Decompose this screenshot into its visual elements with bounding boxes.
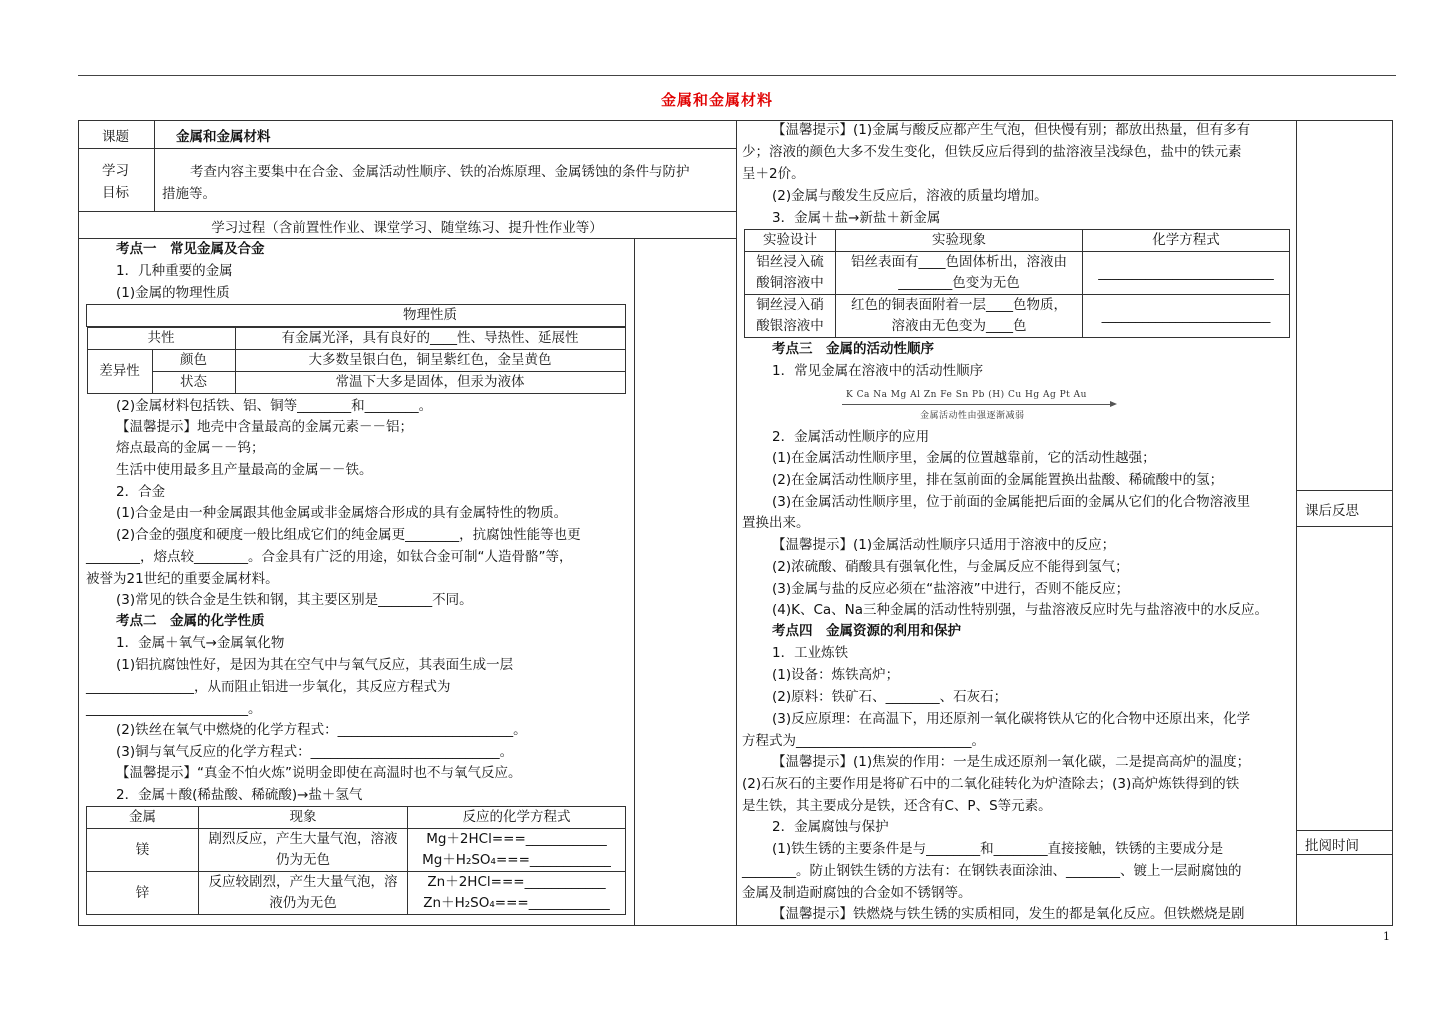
acid-row-phen: 剧烈反应，产生大量气泡，溶液 xyxy=(208,831,398,847)
common-label: 共性 xyxy=(87,328,235,350)
goal-text-1: 考查内容主要集中在合金、金属活动性顺序、铁的冶炼原理、金属锈蚀的条件与防护 xyxy=(190,164,690,180)
left-line-16: (2)铁丝在氧气中燃烧的化学方程式：__________________________。 xyxy=(116,722,527,738)
topic-label: 课题 xyxy=(102,129,129,145)
salt-row-phen: 红色的铜表面附着一层____色物质， xyxy=(851,297,1067,313)
table-row xyxy=(745,252,1290,295)
left-line-17: (3)铜与氧气反应的化学方程式：____________________________。 xyxy=(116,744,514,760)
column-divider-main xyxy=(736,120,737,926)
section-3-title: 考点三 金属的活动性顺序 xyxy=(772,341,934,357)
right-b-line-7: (2)浓硫酸、硝酸具有强氧化性，与金属反应不能得到氢气； xyxy=(772,559,1129,575)
document-title: 金属和金属材料 xyxy=(660,91,773,109)
salt-row-eq: __________________________ xyxy=(1083,252,1290,295)
right-b-line-16: 【温馨提示】(1)焦炭的作用：一是生成还原剂一氧化碳，二是提高高炉的温度； xyxy=(772,754,1251,770)
left-line-8: ________，熔点较________。合金具有广泛的用途，如钛合金可制“人造骨骼”等， xyxy=(86,549,573,565)
topic-value: 金属和金属材料 xyxy=(176,129,271,145)
acid-row-eq: Zn＋2HCl===____________ xyxy=(427,874,606,890)
salt-head-phen: 实验现象 xyxy=(836,230,1083,252)
left-line-1: (2)金属材料包括铁、铝、铜等________和________。 xyxy=(116,398,433,414)
right-b-line-4: (3)在金属活动性顺序里，位于前面的金属能把后面的金属从它们的化合物溶液里 xyxy=(772,494,1251,510)
left-line-6: (1)合金是由一种金属跟其他金属或非金属熔合形成的具有金属特性的物质。 xyxy=(116,505,568,521)
acid-row-phen: 仍为无色 xyxy=(276,852,330,868)
salt-row-design: 铝丝浸入硫 xyxy=(756,254,824,270)
right-b-line-13: (2)原料：铁矿石、________、石灰石； xyxy=(772,689,1008,705)
right-b-line-8: (3)金属与盐的反应必须在“盐溶液”中进行，否则不能反应； xyxy=(772,581,1130,597)
header-rule xyxy=(78,75,1396,76)
header-row-line-1 xyxy=(78,148,736,149)
right-line-1: 【温馨提示】(1)金属与酸反应都产生气泡，但快慢有别；都放出热量，但有多有 xyxy=(772,122,1251,138)
right-b-line-3: (2)在金属活动性顺序里，排在氢前面的金属能置换出盐酸、稀硫酸中的氢； xyxy=(772,472,1224,488)
right-line-3: 呈＋2价。 xyxy=(742,166,805,182)
activity-caption: 金属活动性由强逐渐减弱 xyxy=(920,411,1025,421)
metal-acid-table xyxy=(86,806,626,915)
right-line-4: (2)金属与酸发生反应后，溶液的质量均增加。 xyxy=(772,188,1048,204)
page-number: 1 xyxy=(1383,930,1390,943)
left-line-5: 2．合金 xyxy=(116,484,166,500)
left-line-15: ________________________。 xyxy=(86,701,262,717)
common-value: 有金属光泽，具有良好的____性、导热性、延展性 xyxy=(235,328,625,350)
left-line-13: (1)铝抗腐蚀性好，是因为其在空气中与氧气反应，其表面生成一层 xyxy=(116,657,514,673)
reflection-label: 课后反思 xyxy=(1305,503,1359,519)
color-value: 大多数呈银白色，铜呈紫红色，金呈黄色 xyxy=(235,350,625,372)
acid-row-eq: Mg＋H₂SO₄===____________ xyxy=(422,852,611,868)
salt-row-eq: _________________________ xyxy=(1083,295,1290,338)
salt-row-phen: 铝丝表面有____色固体析出，溶液由 xyxy=(851,254,1067,270)
right-b-line-17: (2)石灰石的主要作用是将矿石中的二氧化硅转化为炉渣除去；(3)高炉炼铁得到的铁 xyxy=(742,776,1240,792)
s3-line-1: 1．常见金属在溶液中的活动性顺序 xyxy=(772,363,984,379)
header-label-divider xyxy=(154,120,155,211)
section-2-title: 考点二 金属的化学性质 xyxy=(116,613,265,629)
right-b-line-5: 置换出来。 xyxy=(742,515,810,531)
review-time-label: 批阅时间 xyxy=(1305,838,1359,854)
physical-properties-table xyxy=(86,304,626,394)
right-b-line-18: 是生铁，其主要成分是铁，还含有C、P、S等元素。 xyxy=(742,798,1052,814)
color-label: 颜色 xyxy=(152,350,235,372)
right-line-2: 少；溶液的颜色大多不发生变化，但铁反应后得到的盐溶液呈浅绿色，盐中的铁元素 xyxy=(742,144,1242,160)
acid-row-metal: 锌 xyxy=(87,872,199,915)
right-b-line-9: (4)K、Ca、Na三种金属的活动性特别强，与盐溶液反应时先与盐溶液中的水反应。 xyxy=(772,602,1269,618)
right-b-line-15: 方程式为__________________________。 xyxy=(742,733,985,749)
left-inner-divider xyxy=(634,238,635,926)
phys-head: 物理性质 xyxy=(235,305,626,327)
side-divider-4 xyxy=(1296,854,1393,855)
header-row-line-2 xyxy=(78,211,736,212)
left-line-18: 【温馨提示】“真金不怕火炼”说明金即使在高温时也不与氧气反应。 xyxy=(116,765,522,781)
column-divider-side xyxy=(1296,120,1297,926)
s1-line-2: (1)金属的物理性质 xyxy=(116,285,230,301)
acid-row-phen: 反应较剧烈，产生大量气泡，溶 xyxy=(208,874,398,890)
salt-row-design: 酸铜溶液中 xyxy=(756,275,824,291)
right-line-5: 3．金属＋盐→新盐＋新金属 xyxy=(772,210,941,226)
left-line-14: ________________，从而阻止铝进一步氧化，其反应方程式为 xyxy=(86,679,451,695)
left-line-10: (3)常见的铁合金是生铁和钢，其主要区别是________不同。 xyxy=(116,592,473,608)
right-b-line-20: (1)铁生锈的主要条件是与________和________直接接触，铁锈的主要成分是 xyxy=(772,841,1224,857)
table-row xyxy=(87,872,626,915)
section-4-title: 考点四 金属资源的利用和保护 xyxy=(772,623,961,639)
s1-line-1: 1．几种重要的金属 xyxy=(116,263,233,279)
section-1-title: 考点一 常见金属及合金 xyxy=(116,241,265,257)
right-b-line-12: (1)设备：炼铁高炉； xyxy=(772,667,900,683)
acid-head-eq: 反应的化学方程式 xyxy=(408,807,626,829)
right-b-line-23: 【温馨提示】铁燃烧与铁生锈的实质相同，发生的都是氧化反应。但铁燃烧是剧 xyxy=(772,906,1245,922)
acid-head-metal: 金属 xyxy=(87,807,199,829)
right-b-line-1: 2．金属活动性顺序的应用 xyxy=(772,429,930,445)
state-value: 常温下大多是固体，但汞为液体 xyxy=(235,372,625,394)
metal-salt-table xyxy=(744,229,1290,338)
right-b-line-19: 2．金属腐蚀与保护 xyxy=(772,819,889,835)
side-divider-1 xyxy=(1296,490,1393,491)
table-row xyxy=(745,295,1290,338)
left-line-4: 生活中使用最多且产量最高的金属－－铁。 xyxy=(116,462,373,478)
left-line-2: 【温馨提示】地壳中含量最高的金属元素－－铝； xyxy=(116,419,413,435)
acid-head-phen: 现象 xyxy=(199,807,408,829)
acid-row-eq: Mg＋2HCl===____________ xyxy=(426,831,607,847)
left-line-12: 1．金属＋氧气→金属氧化物 xyxy=(116,635,285,651)
left-line-9: 被誉为21世纪的重要金属材料。 xyxy=(86,571,279,587)
process-heading: 学习过程（含前置性作业、课堂学习、随堂练习、提升性作业等） xyxy=(211,220,603,236)
activity-arrow-line xyxy=(842,404,1112,405)
right-b-line-14: (3)反应原理：在高温下，用还原剂一氧化碳将铁从它的化合物中还原出来，化学 xyxy=(772,711,1251,727)
acid-row-eq: Zn＋H₂SO₄===____________ xyxy=(423,895,610,911)
salt-head-design: 实验设计 xyxy=(745,230,836,252)
salt-row-design: 酸银溶液中 xyxy=(756,318,824,334)
acid-row-phen: 液仍为无色 xyxy=(269,895,337,911)
state-label: 状态 xyxy=(152,372,235,394)
left-line-7: (2)合金的强度和硬度一般比组成它们的纯金属更________，抗腐蚀性能等也更 xyxy=(116,527,581,543)
salt-head-eq: 化学方程式 xyxy=(1083,230,1290,252)
activity-arrow-head xyxy=(1110,401,1117,407)
table-row xyxy=(87,829,626,872)
right-b-line-11: 1．工业炼铁 xyxy=(772,645,849,661)
side-divider-2 xyxy=(1296,526,1393,527)
diff-label: 差异性 xyxy=(87,350,152,394)
goal-label-1: 学习 xyxy=(102,163,129,179)
goal-text-2: 措施等。 xyxy=(162,186,216,202)
activity-sequence: K Ca Na Mg Al Zn Fe Sn Pb (H) Cu Hg Ag Pt Au xyxy=(846,390,1087,400)
salt-row-design: 铜丝浸入硝 xyxy=(756,297,824,313)
right-b-line-21: ________。防止钢铁生锈的方法有：在钢铁表面涂油、________、镀上一层耐腐蚀的 xyxy=(742,863,1242,879)
acid-row-metal: 镁 xyxy=(87,829,199,872)
left-line-3: 熔点最高的金属－－钨； xyxy=(116,440,265,456)
salt-row-phen: ________色变为无色 xyxy=(898,275,1020,291)
goal-label-2: 目标 xyxy=(102,185,129,201)
salt-row-phen: 溶液由无色变为____色 xyxy=(891,318,1027,334)
side-divider-3 xyxy=(1296,830,1393,831)
right-b-line-6: 【温馨提示】(1)金属活动性顺序只适用于溶液中的反应； xyxy=(772,537,1116,553)
left-line-19: 2．金属＋酸(稀盐酸、稀硫酸)→盐＋氢气 xyxy=(116,787,363,803)
right-b-line-22: 金属及制造耐腐蚀的合金如不锈钢等。 xyxy=(742,885,972,901)
right-b-line-2: (1)在金属活动性顺序里，金属的位置越靠前，它的活动性越强； xyxy=(772,450,1156,466)
